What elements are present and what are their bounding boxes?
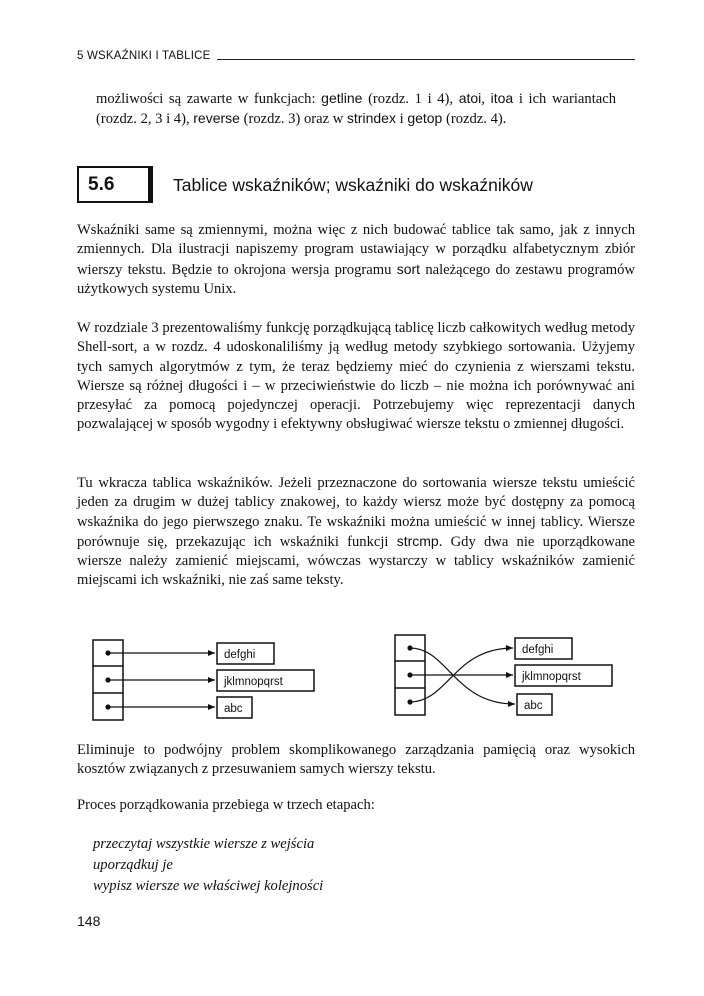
diagram-after — [395, 635, 612, 715]
fn-atoi: atoi — [458, 90, 482, 106]
paragraph-text: Wskaźniki same są zmiennymi, można więc z nich budować tablice tak samo, jak z innych zmiennych. Dla ilustracji napiszemy program ustawiający w porządku alfabetycznym zbiór wierszy tekstu. Będzie to okrojona wersja programu — [77, 222, 635, 278]
intro-text: , — [481, 91, 491, 107]
paragraph-2: W rozdziale 3 prezentowaliśmy funkcję porządkującą tablicę liczb całkowitych według metody Shell-sort, a w rozdz. 4 udoskonaliliśmy ją według metody szybkiego sortowania. Użyjemy tych samych algorytmów z tym, że teraz będziemy mieć do czynienia z wierszami tekstu. Wiersze są różnej długości i – w przeciwieństwie do liczb – nie można ich porównywać ani przesyłać za pomocą pojedynczej operacji. Potrzebujemy więc reprezentacji danych pozwalającej w sposób wygodny i efektywny obsługiwać wiersze tekstu o zmiennej długości. — [77, 320, 635, 433]
paragraph-4: Eliminuje to podwójny problem skomplikowanego zarządzania pamięcią oraz wysokich kosztów związanych z przesuwaniem samych wierszy tekstu. — [77, 742, 635, 778]
intro-text: (rozdz. 3) oraz w — [239, 111, 347, 128]
paragraph-text: . Gdy dwa nie uporządkowane wiersze należy zamienić miejscami, wówczas wystarczy w tablicy wskaźników zamienić miejscami ich wskaźniki, nie zaś same teksty. — [77, 533, 635, 589]
section-number: 5.6 — [88, 173, 115, 195]
paragraph-text: należącego do zestawu programów użytkowych systemu Unix. — [77, 261, 635, 297]
step-line: uporządkuj je — [93, 857, 173, 873]
fn-strindex: strindex — [346, 110, 396, 127]
running-head-text: 5 WSKAŹNIKI I TABLICE — [77, 50, 211, 62]
fn-strcmp: strcmp — [396, 532, 439, 549]
fn-getop: getop — [407, 110, 443, 127]
fn-itoa: itoa — [490, 90, 514, 106]
intro-text: (rozdz. 4). — [442, 111, 507, 128]
intro-text: możliwości są zawarte w funkcjach: — [96, 91, 322, 107]
string-label: abc — [524, 700, 543, 712]
fn-getline: getline — [321, 90, 363, 106]
step-line: przeczytaj wszystkie wiersze z wejścia — [93, 836, 315, 852]
intro-text: i ich wariantach (rozdz. 2, 3 i 4), — [96, 91, 616, 128]
fn-reverse: reverse — [193, 110, 240, 127]
paragraph-5: Proces porządkowania przebiega w trzech etapach: — [77, 797, 375, 813]
string-label: defghi — [522, 644, 554, 656]
string-label: jklmnopqrst — [522, 671, 581, 683]
intro-text: i — [395, 111, 408, 128]
string-label: jklmnopqrst — [224, 676, 283, 688]
string-label: abc — [224, 703, 243, 715]
paragraph-text: Tu wkracza tablica wskaźników. Jeżeli przeznaczone do sortowania wiersze tekstu umieścić jeden za drugim w dużej tablicy znakowej, to każdy wiersz może być dostępny za pomocą wskaźnika do jego pierwszego znaku. Te wskaźniki można umieścić w innej tablicy. Wiersze porównuje się, przekazując ich wskaźniki funkcji — [77, 475, 635, 550]
string-label: defghi — [224, 649, 256, 661]
fn-sort: sort — [396, 260, 421, 277]
pseudocode-steps — [93, 834, 323, 897]
intro-text: (rozdz. 1 i 4), — [362, 91, 459, 107]
section-title: Tablice wskaźników; wskaźniki do wskaźników — [173, 175, 533, 195]
page-number: 148 — [77, 913, 101, 929]
step-line: wypisz wiersze we właściwej kolejności — [93, 878, 324, 894]
diagram-before — [93, 640, 314, 720]
